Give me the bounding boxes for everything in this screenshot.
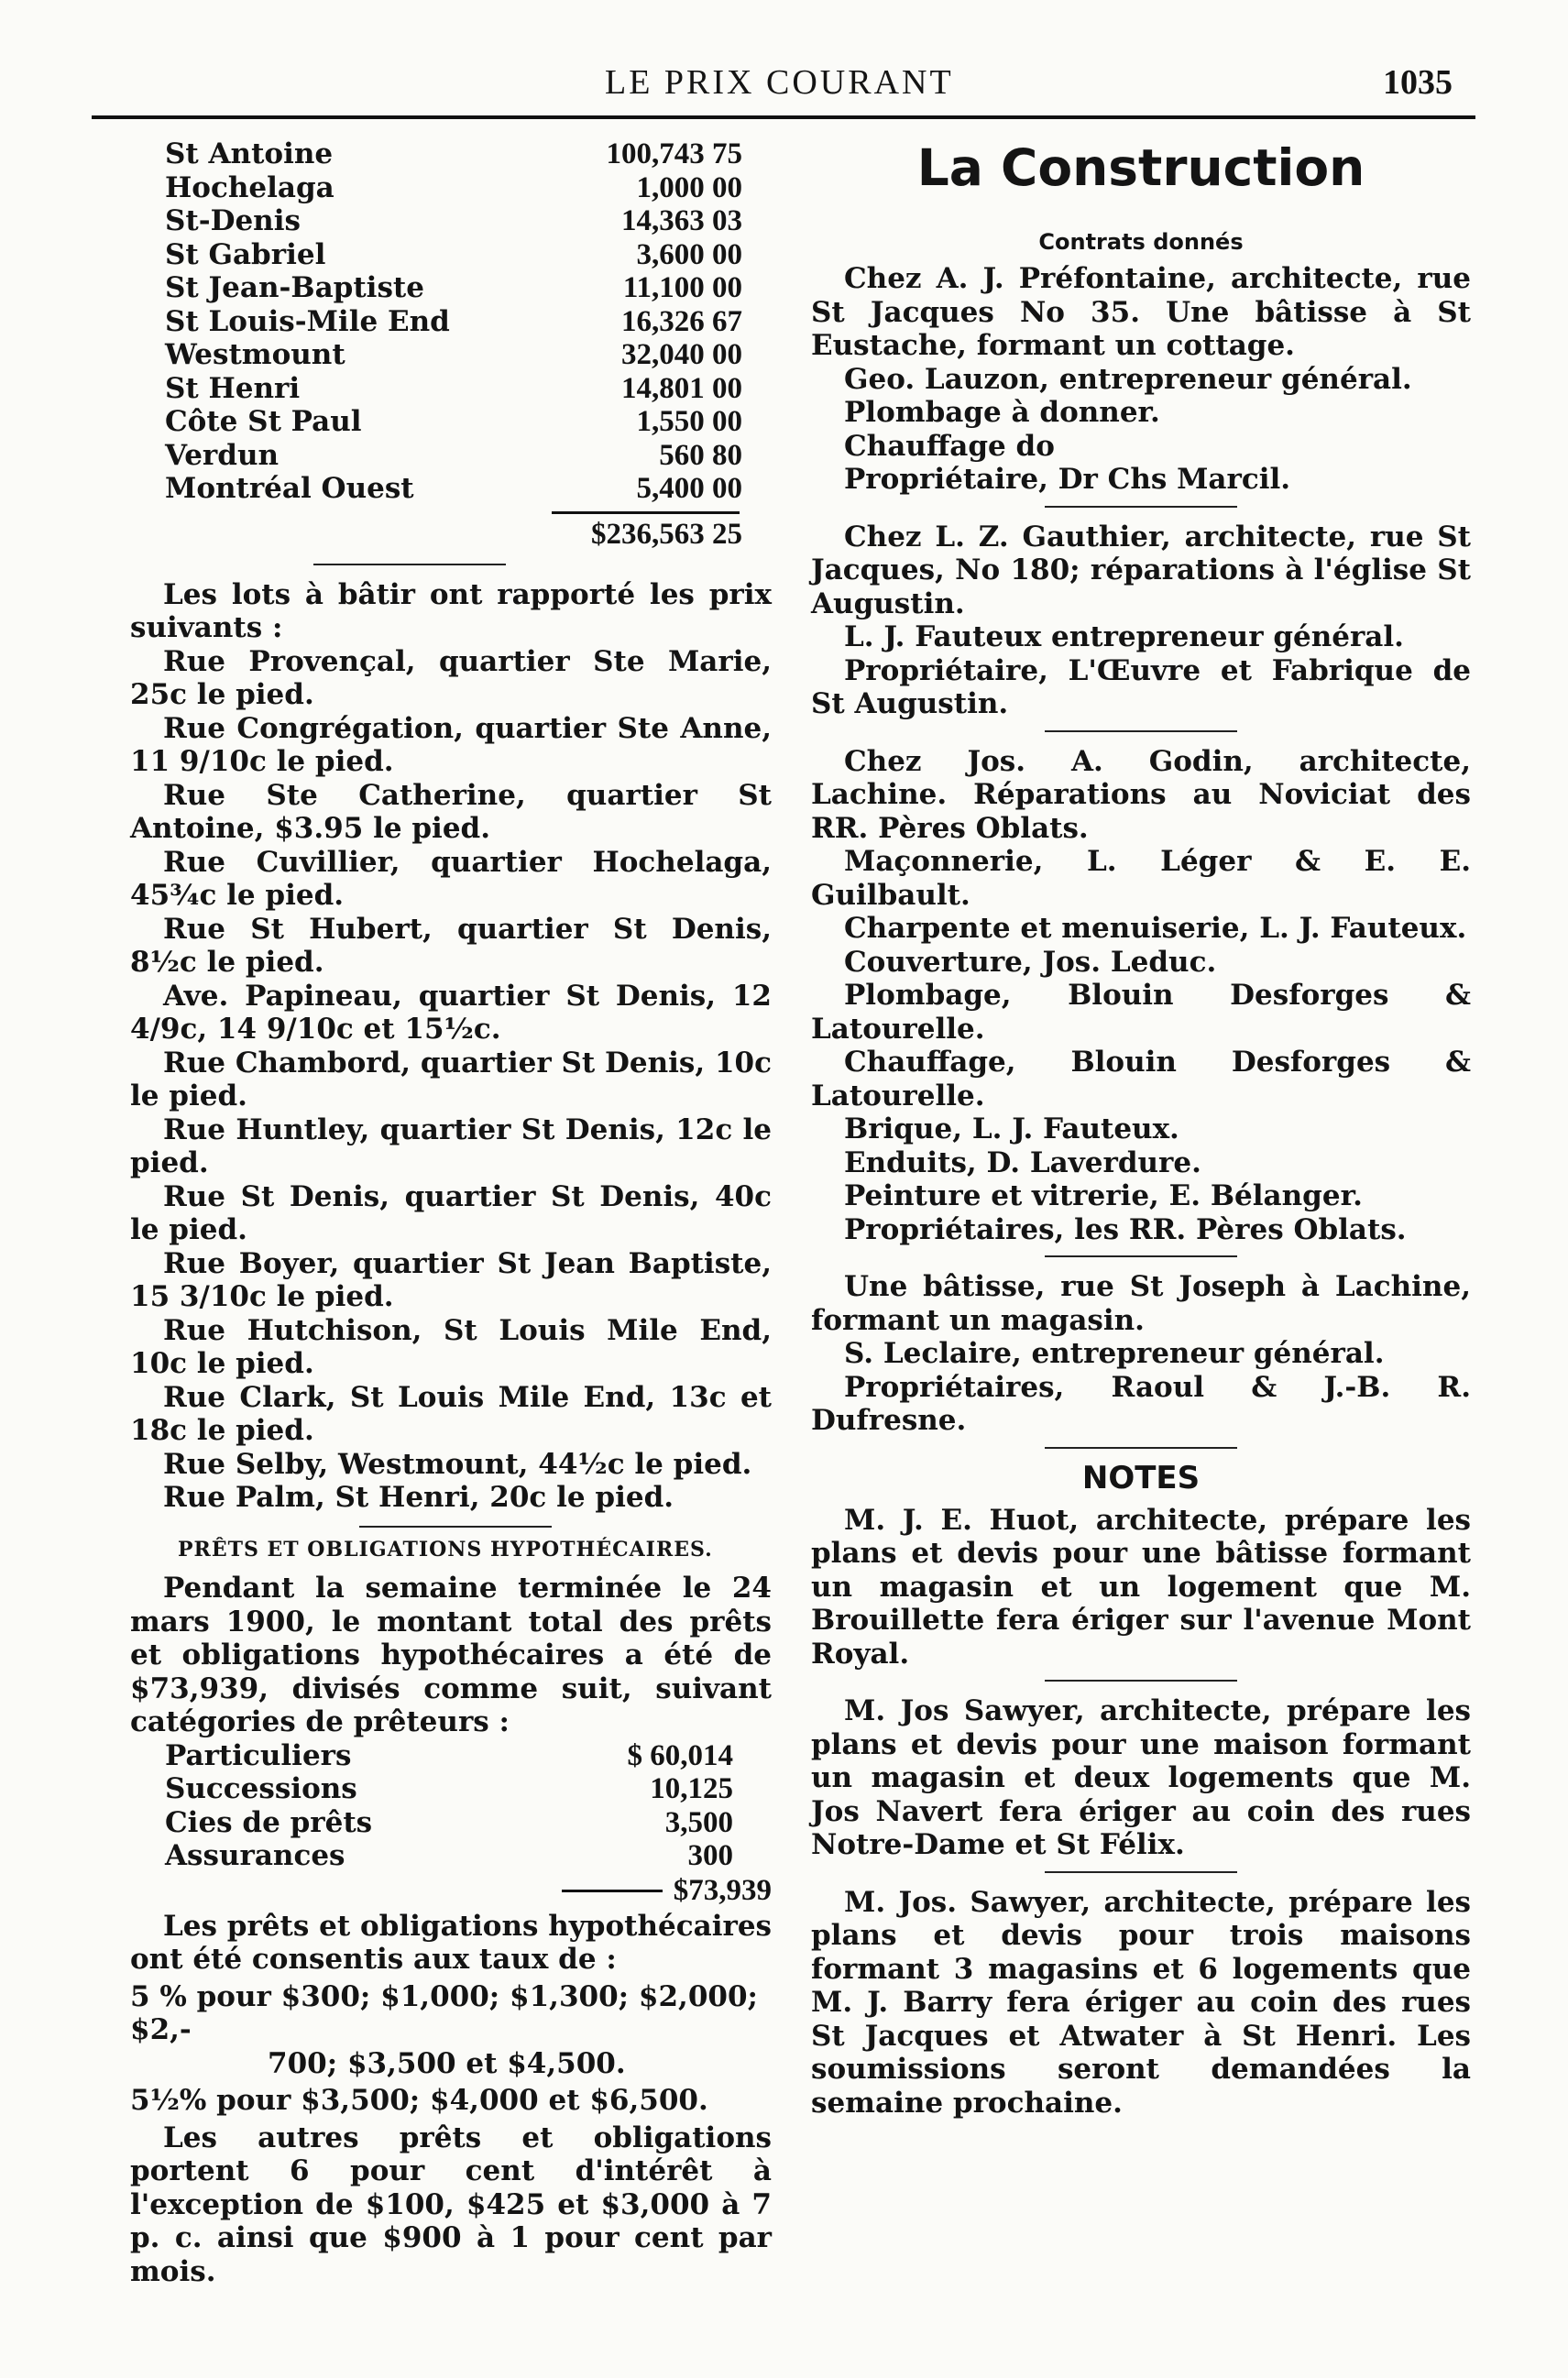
lender-amount: 300	[687, 1839, 733, 1872]
revenue-total: $236,563 25	[591, 517, 742, 551]
sum-rule	[552, 511, 740, 514]
entry-line: Propriétaire, Dr Chs Marcil.	[844, 463, 1291, 496]
lender-category: Cies de prêts	[165, 1805, 373, 1839]
page-number: 1035	[1383, 63, 1453, 102]
sum-rule	[562, 1890, 663, 1892]
lot-item: Rue St Hubert, quartier St Denis, 8½c le pied.	[130, 912, 772, 979]
contract-entry	[811, 262, 1471, 497]
entry-line: Charpente et menuiserie, L. J. Fauteux.	[844, 912, 1467, 945]
table-row	[165, 204, 742, 238]
table-row	[165, 1839, 733, 1873]
table-row	[165, 271, 742, 305]
rate-text: 5 % pour $300; $1,000; $1,300; $2,000; $2,-	[130, 1979, 758, 2046]
table-row	[165, 405, 742, 439]
entry-line: S. Leclaire, entrepreneur général.	[844, 1337, 1385, 1370]
section-divider	[1045, 506, 1237, 508]
lender-category: Particuliers	[165, 1738, 352, 1772]
district-name: St Antoine	[165, 137, 334, 170]
entry-line: Peinture et vitrerie, E. Bélanger.	[844, 1179, 1363, 1212]
district-name: St-Denis	[165, 204, 301, 237]
section-divider	[1045, 730, 1237, 732]
entry-line: Chauffage, Blouin Desforges & Latourelle.	[811, 1046, 1471, 1112]
district-amount: 560 80	[659, 438, 742, 472]
contract-entry	[811, 521, 1471, 721]
district-amount: 3,600 00	[636, 237, 742, 271]
table-row	[165, 137, 742, 171]
loans-total: $73,939	[673, 1874, 772, 1908]
note-paragraph: M. J. E. Huot, architecte, prépare les plans et devis pour une bâtisse formant un magasin et un logement que M. Brouillette fera ériger sur l'avenue Mont Royal.	[811, 1503, 1471, 1671]
district-amount: 5,400 00	[636, 472, 742, 505]
publication-title: LE PRIX COURANT	[605, 63, 954, 102]
rate-line: 5½% pour $3,500; $4,000 et $6,500.	[130, 2084, 708, 2117]
section-title: La Construction	[916, 138, 1365, 197]
lender-amount: 3,500	[664, 1805, 733, 1839]
district-name: Côte St Paul	[165, 405, 362, 438]
district-name: Montréal Ouest	[165, 472, 414, 505]
entry-line: Enduits, D. Laverdure.	[844, 1145, 1201, 1179]
section-divider	[1045, 1447, 1237, 1449]
entry-line: Chez A. J. Préfontaine, architecte, rue St Jacques No 35. Une bâtisse à St Eustache, formant un cottage.	[811, 262, 1471, 362]
lot-item: Rue Palm, St Henri, 20c le pied.	[163, 1481, 674, 1514]
district-amount: 1,550 00	[636, 405, 742, 438]
lender-amount: 10,125	[650, 1772, 733, 1805]
left-column	[130, 137, 772, 2288]
right-column	[811, 137, 1471, 2120]
table-row	[165, 238, 742, 272]
entry-line: Plombage, Blouin Desforges & Latourelle.	[811, 979, 1471, 1046]
loans-total-row	[130, 1873, 772, 1910]
section-divider	[313, 564, 506, 565]
district-amount: 11,100 00	[622, 271, 742, 304]
lender-category: Successions	[165, 1772, 357, 1805]
lot-item: Rue Provençal, quartier Ste Marie, 25c le pied.	[130, 644, 772, 711]
lot-item: Rue Ste Catherine, quartier St Antoine, $3.95 le pied.	[130, 778, 772, 845]
table-row	[165, 439, 742, 473]
lot-item: Rue Chambord, quartier St Denis, 10c le pied.	[130, 1046, 772, 1112]
district-amount: 14,801 00	[621, 371, 742, 405]
loans-heading: PRÊTS ET OBLIGATIONS HYPOTHÉCAIRES.	[178, 1537, 713, 1562]
contract-entry	[811, 745, 1471, 1247]
table-row	[165, 472, 742, 506]
newspaper-page	[92, 55, 1475, 2346]
rate-line	[130, 1980, 772, 2081]
contract-entry	[811, 1270, 1471, 1438]
district-name: St Gabriel	[165, 237, 326, 271]
note-paragraph: M. Jos. Sawyer, architecte, prépare les plans et devis pour trois maisons formant 3 magasins et 6 logements que M. J. Barry fera ériger au coin des rues St Jacques et Atwater à St Henri. Les soumissions seront demandées la semaine prochaine.	[811, 1885, 1471, 2120]
lot-item: Rue Huntley, quartier St Denis, 12c le pied.	[130, 1112, 772, 1179]
district-name: St Henri	[165, 371, 301, 405]
header-rule	[92, 115, 1475, 119]
loans-table	[165, 1739, 733, 1873]
entry-line: Plombage à donner.	[844, 396, 1160, 429]
entry-line: Geo. Lauzon, entrepreneur général.	[844, 362, 1412, 396]
section-subtitle: Contrats donnés	[1038, 229, 1244, 255]
district-amount: 14,363 03	[621, 204, 742, 237]
table-row	[165, 171, 742, 205]
district-name: Hochelaga	[165, 170, 334, 204]
table-row	[165, 305, 742, 339]
district-amount: 100,743 75	[606, 137, 742, 170]
revenue-table	[165, 137, 742, 506]
district-amount: 16,326 67	[621, 304, 742, 338]
entry-line: Chez L. Z. Gauthier, architecte, rue St Jacques, No 180; réparations à l'église St Augustin.	[811, 520, 1471, 620]
lots-intro: Les lots à bâtir ont rapporté les prix suivants :	[130, 577, 772, 644]
entry-line: Brique, L. J. Fauteux.	[844, 1112, 1179, 1145]
rate-text-continued: 700; $3,500 et $4,500.	[268, 2046, 626, 2080]
table-row	[165, 338, 742, 372]
lot-item: Rue Clark, St Louis Mile End, 13c et 18c le pied.	[130, 1380, 772, 1447]
lot-item: Rue Boyer, quartier St Jean Baptiste, 15 3/10c le pied.	[130, 1246, 772, 1313]
lender-amount: $ 60,014	[627, 1738, 733, 1772]
entry-line: Chez Jos. A. Godin, architecte, Lachine. Réparations au Noviciat des RR. Pères Oblats.	[811, 744, 1471, 845]
district-amount: 1,000 00	[636, 170, 742, 204]
notes-title: NOTES	[1081, 1459, 1201, 1496]
district-name: St Louis-Mile End	[165, 304, 450, 338]
loans-intro: Pendant la semaine terminée le 24 mars 1900, le montant total des prêts et obligations hypothécaires a été de $73,939, divisés comme suit, suivant catégories de prêteurs :	[130, 1572, 772, 1738]
note-paragraph: M. Jos Sawyer, architecte, prépare les plans et devis pour une maison formant un magasin et deux logements que M. Jos Navert fera ériger au coin des rues Notre-Dame et St Félix.	[811, 1694, 1471, 1861]
entry-line: Propriétaire, L'Œuvre et Fabrique de St Augustin.	[811, 653, 1471, 720]
district-name: St Jean-Baptiste	[165, 271, 424, 304]
lender-category: Assurances	[165, 1839, 345, 1872]
lot-item: Rue Hutchison, St Louis Mile End, 10c le pied.	[130, 1313, 772, 1380]
table-row	[165, 372, 742, 406]
lot-item: Ave. Papineau, quartier St Denis, 12 4/9c, 14 9/10c et 15½c.	[130, 979, 772, 1046]
district-amount: 32,040 00	[621, 338, 742, 371]
entry-line: Propriétaires, Raoul & J.-B. R. Dufresne.	[811, 1370, 1471, 1437]
lot-item: Rue Selby, Westmount, 44½c le pied.	[163, 1447, 752, 1481]
section-divider	[359, 1526, 552, 1528]
section-divider	[1045, 1255, 1237, 1257]
table-row	[165, 1772, 733, 1806]
entry-line: Maçonnerie, L. Léger & E. E. Guilbault.	[811, 845, 1471, 912]
table-row	[165, 1739, 733, 1773]
district-name: Verdun	[165, 438, 280, 472]
section-divider	[1045, 1871, 1237, 1873]
district-name: Westmount	[165, 338, 345, 371]
lot-item: Rue Congrégation, quartier Ste Anne, 11 9/10c le pied.	[130, 711, 772, 778]
entry-line: Propriétaires, les RR. Pères Oblats.	[844, 1212, 1407, 1246]
table-row	[165, 1806, 733, 1840]
lot-item: Rue St Denis, quartier St Denis, 40c le pied.	[130, 1179, 772, 1246]
running-head	[92, 62, 1475, 117]
entry-line: Chauffage do	[844, 429, 1055, 463]
loans-closing: Les autres prêts et obligations portent 6 pour cent d'intérêt à l'exception de $100, $425 et $3,000 à 7 p. c. ainsi que $900 à 1 pour cent par mois.	[130, 2120, 772, 2288]
entry-line: L. J. Fauteux entrepreneur général.	[844, 620, 1404, 653]
entry-line: Une bâtisse, rue St Joseph à Lachine, formant un magasin.	[811, 1270, 1471, 1337]
lot-item: Rue Cuvillier, quartier Hochelaga, 45¾c le pied.	[130, 845, 772, 912]
rates-intro: Les prêts et obligations hypothécaires ont été consentis aux taux de :	[130, 1909, 772, 1976]
section-divider	[1045, 1680, 1237, 1682]
entry-line: Couverture, Jos. Leduc.	[844, 945, 1217, 979]
